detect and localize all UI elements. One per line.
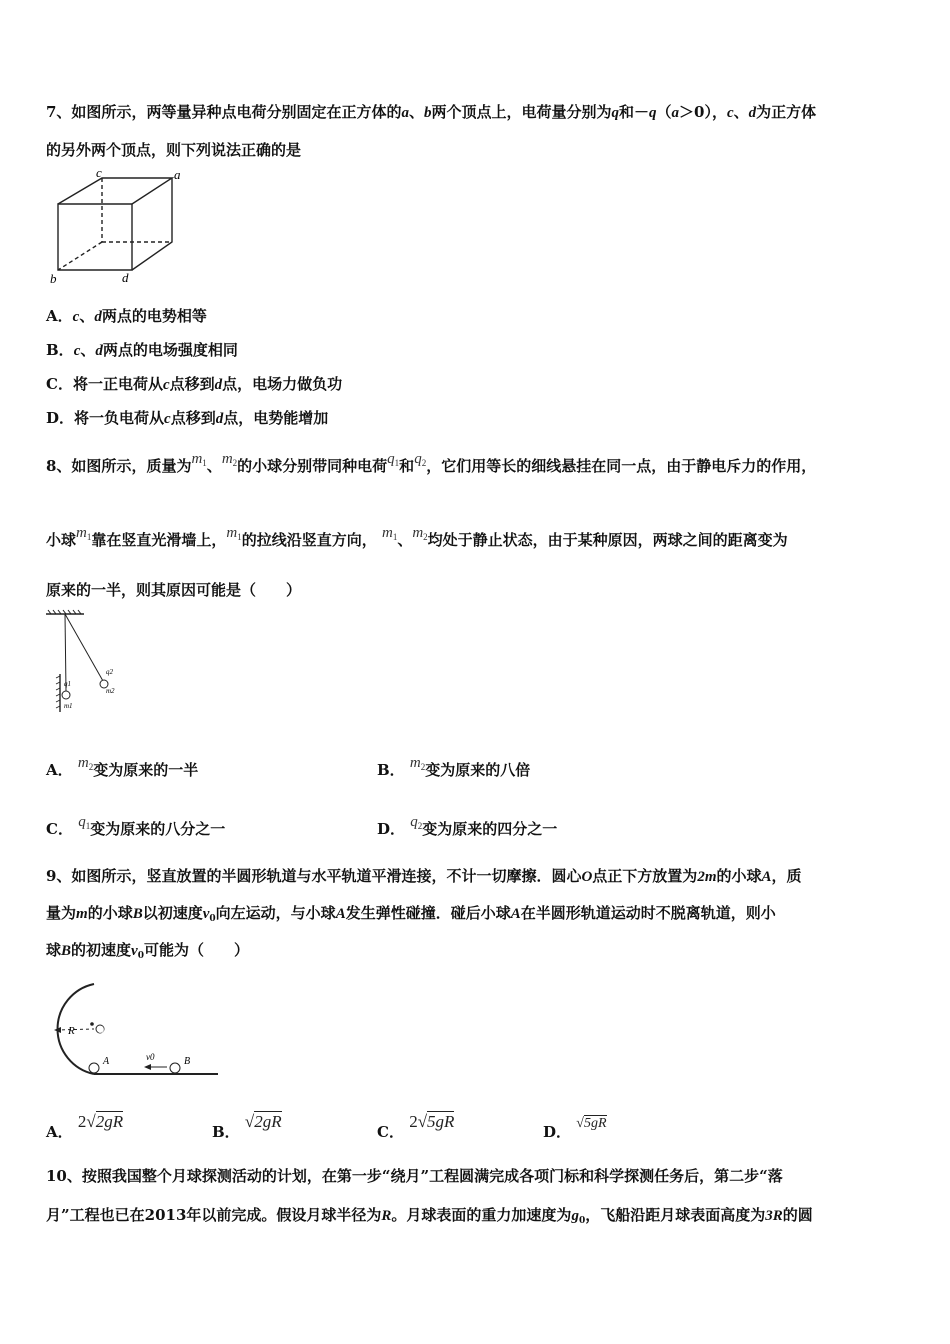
track-label-B: B [184,1056,191,1067]
track-label-v0: v0 [146,1052,155,1062]
pendulum-label-m2: m2 [106,687,115,695]
q8-option-a[interactable]: A． $m_2$变为原来的一半 [46,755,199,779]
q9-option-d[interactable]: D． √5gR [543,1116,607,1141]
q8-stem-line2: 小球$m_1$靠在竖直光滑墙上，$m_1$的拉线沿竖直方向， $m_1$、$m_2$均处于静止状态，由于某种原因，两球之间的距离变为 [46,525,788,549]
pendulum-label-q1: q1 [64,680,71,688]
cube-label-a: a [174,168,181,182]
track-label-O: O [97,1025,105,1036]
q7-option-d[interactable]: D．将一负电荷从c点移到d点，电势能增加 [46,409,329,427]
q7-stem-line1: 7、如图所示，两等量异种点电荷分别固定在正方体的a、b两个顶点上，电荷量分别为q和－q（a＞0），c、d为正方体 [46,103,817,121]
cube-label-c: c [96,168,102,180]
q8-stem-line3: 原来的一半，则其原因可能是（ ） [46,581,302,599]
radicand: 5gR [427,1112,455,1131]
q7-option-c[interactable]: C．将一正电荷从c点移到d点，电场力做负功 [46,375,343,393]
track-figure [44,980,224,1080]
q8-option-d[interactable]: D． $q_2$变为原来的四分之一 [377,814,558,838]
q9-stem-line2: 量为m的小球B以初速度$v_0$向左运动，与小球A发生弹性碰撞．碰后小球A在半圆形轨道运动时不脱离轨道，则小 [46,904,776,924]
cube-figure [44,168,184,288]
cube-label-d: d [122,270,129,285]
cube-label-b: b [50,271,57,286]
q9-stem-line3: 球B的初速度$v_0$可能为（ ） [46,941,249,961]
pendulum-figure [40,608,140,718]
radicand: 5gR [583,1116,607,1131]
pendulum-label-q2: q2 [106,668,113,676]
q8-stem-line1: 8、如图所示，质量为$m_1$、$m_2$的小球分别带同种电荷$q_1$和$q_2$，它们用等长的细线悬挂在同一点，由于静电斥力的作用， [46,451,817,475]
q9-stem-line1: 9、如图所示，竖直放置的半圆形轨道与水平轨道平滑连接，不计一切摩擦．圆心O点正下方放置为2m的小球A，质 [46,867,802,885]
track-label-A: A [103,1056,110,1067]
q8-option-b[interactable]: B． $m_2$变为原来的八倍 [377,755,531,779]
q9-option-b[interactable]: B． √2gR [212,1112,282,1141]
q7-option-a[interactable]: A．c、d两点的电势相等 [46,307,207,325]
track-label-R: R [68,1025,75,1037]
q9-option-a[interactable]: A． 2√2gR [46,1112,124,1141]
q9-option-c[interactable]: C． 2√5gR [377,1112,455,1141]
q7-stem-line2: 的另外两个顶点，则下列说法正确的是 [46,141,302,159]
q8-option-c[interactable]: C． $q_1$变为原来的八分之一 [46,814,226,838]
pendulum-label-m1: m1 [64,702,73,710]
radicand: 2gR [95,1112,124,1131]
radicand: 2gR [254,1112,282,1131]
q7-option-b[interactable]: B．c、d两点的电场强度相同 [46,341,238,359]
q10-stem-line1: 10、按照我国整个月球探测活动的计划，在第一步“绕月”工程圆满完成各项门标和科学探测任务后，第二步“落 [46,1167,783,1185]
q10-stem-line2: 月”工程也已在2013年以前完成。假设月球半径为R。月球表面的重力加速度为$g_0$，飞船沿距月球表面高度为3R的圆 [46,1206,813,1226]
